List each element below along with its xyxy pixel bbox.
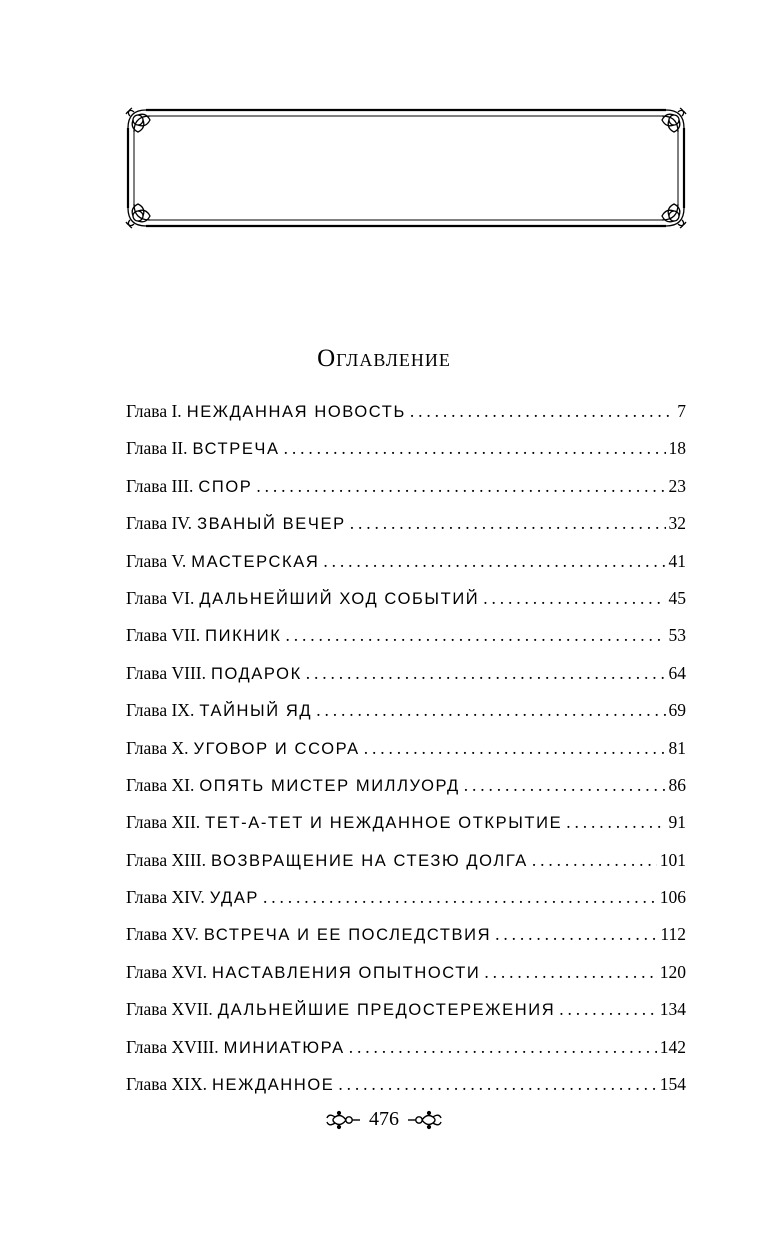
dot-leader	[410, 393, 674, 430]
chapter-title: УДАР	[209, 889, 260, 908]
page-number: 154	[659, 1074, 686, 1095]
ornamental-frame	[124, 106, 688, 230]
chapter-title: СПОР	[198, 477, 253, 496]
dot-leader	[559, 991, 657, 1028]
chapter-label: Глава XVIII.	[126, 1036, 219, 1057]
toc-entry[interactable]	[126, 879, 686, 916]
page-number: 32	[668, 513, 686, 534]
chapter-label: Глава XV.	[126, 924, 199, 945]
toc-entry[interactable]	[126, 505, 686, 542]
toc-entry[interactable]	[126, 991, 686, 1028]
chapter-label: Глава V.	[126, 550, 187, 571]
chapter-title: ОПЯТЬ МИСТЕР МИЛЛУОРД	[199, 776, 460, 795]
chapter-title: УГОВОР И ССОРА	[193, 739, 360, 758]
chapter-title: НЕЖДАННАЯ НОВОСТЬ	[186, 403, 406, 421]
dot-leader	[263, 879, 657, 916]
flourish-left-icon	[325, 1109, 361, 1131]
toc-entry[interactable]	[126, 1029, 686, 1066]
toc-entry[interactable]	[126, 655, 686, 692]
page-number-folio: 476	[369, 1108, 399, 1130]
dot-leader	[284, 430, 666, 467]
toc-entry[interactable]	[126, 543, 686, 580]
page-number: 23	[668, 475, 686, 496]
dot-leader	[364, 730, 666, 767]
toc-entry[interactable]	[126, 580, 686, 617]
page-number: 45	[668, 587, 686, 608]
page-number: 101	[659, 849, 686, 870]
toc-entry[interactable]	[126, 617, 686, 654]
toc-entry[interactable]	[126, 916, 686, 953]
chapter-label: Глава XII.	[126, 812, 201, 833]
page-number: 7	[677, 401, 686, 421]
page-number: 53	[668, 625, 686, 646]
chapter-title: ТЕТ-А-ТЕТ И НЕЖДАННОЕ ОТКРЫТИЕ	[205, 814, 563, 833]
chapter-title: НЕЖДАННОЕ	[211, 1076, 335, 1095]
chapter-label: Глава VIII.	[126, 662, 206, 683]
dot-leader	[483, 580, 665, 617]
page-number: 134	[659, 999, 686, 1020]
page-title: Оглавление	[317, 345, 451, 372]
chapter-title: МИНИАТЮРА	[223, 1038, 345, 1057]
toc-entry[interactable]	[126, 730, 686, 767]
page-number: 81	[668, 737, 686, 758]
page-number: 69	[668, 700, 686, 721]
folio	[0, 1108, 768, 1131]
toc-entry[interactable]	[126, 393, 686, 430]
page-number: 112	[660, 924, 686, 945]
chapter-title: МАСТЕРСКАЯ	[191, 552, 320, 571]
chapter-label: Глава I.	[126, 401, 182, 421]
dot-leader	[349, 1029, 657, 1066]
dot-leader	[495, 916, 657, 953]
ornamental-frame-icon	[124, 106, 688, 230]
chapter-title: НАСТАВЛЕНИЯ ОПЫТНОСТИ	[211, 963, 481, 982]
dot-leader	[316, 692, 665, 729]
dot-leader	[256, 468, 665, 505]
table-of-contents	[126, 393, 686, 1103]
toc-entry[interactable]	[126, 954, 686, 991]
flourish-right-icon	[407, 1109, 443, 1131]
toc-entry[interactable]	[126, 1066, 686, 1103]
chapter-title: ТАЙНЫЙ ЯД	[199, 702, 313, 721]
dot-leader	[306, 655, 666, 692]
dot-leader	[338, 1066, 656, 1103]
dot-leader	[323, 543, 665, 580]
page-number: 120	[659, 961, 686, 982]
chapter-title: ДАЛЬНЕЙШИЕ ПРЕДОСТЕРЕЖЕНИЯ	[217, 1001, 556, 1020]
chapter-title: ВСТРЕЧА И ЕЕ ПОСЛЕДСТВИЯ	[203, 926, 492, 945]
chapter-label: Глава II.	[126, 438, 188, 459]
chapter-title: ВОЗВРАЩЕНИЕ НА СТЕЗЮ ДОЛГА	[210, 851, 528, 870]
chapter-title: ВСТРЕЧА	[192, 440, 280, 459]
chapter-label: Глава XVII.	[126, 999, 213, 1020]
toc-entry[interactable]	[126, 842, 686, 879]
chapter-label: Глава XIII.	[126, 849, 206, 870]
dot-leader	[566, 804, 665, 841]
chapter-label: Глава VI.	[126, 587, 195, 608]
chapter-label: Глава XIV.	[126, 887, 205, 908]
page-number: 41	[668, 550, 686, 571]
chapter-label: Глава III.	[126, 475, 194, 496]
chapter-title: ДАЛЬНЕЙШИЙ ХОД СОБЫТИЙ	[199, 589, 480, 608]
dot-leader	[350, 505, 666, 542]
chapter-title: ПОДАРОК	[210, 664, 302, 683]
dot-leader	[532, 842, 657, 879]
chapter-label: Глава XIX.	[126, 1074, 207, 1095]
chapter-title: ЗВАНЫЙ ВЕЧЕР	[197, 515, 346, 534]
page-number: 142	[659, 1036, 686, 1057]
toc-entry[interactable]	[126, 767, 686, 804]
page-number: 106	[659, 887, 686, 908]
chapter-title: ПИКНИК	[205, 627, 282, 646]
page-number: 18	[668, 438, 686, 459]
toc-entry[interactable]	[126, 468, 686, 505]
dot-leader	[464, 767, 666, 804]
chapter-label: Глава IV.	[126, 513, 193, 534]
dot-leader	[484, 954, 656, 991]
dot-leader	[285, 617, 665, 654]
page-number: 64	[668, 662, 686, 683]
page-number: 86	[668, 774, 686, 795]
chapter-label: Глава XI.	[126, 774, 195, 795]
chapter-label: Глава X.	[126, 737, 189, 758]
chapter-label: Глава VII.	[126, 625, 201, 646]
page-number: 91	[668, 812, 686, 833]
toc-entry[interactable]	[126, 692, 686, 729]
toc-entry[interactable]	[126, 430, 686, 467]
chapter-label: Глава XVI.	[126, 961, 207, 982]
toc-entry[interactable]	[126, 804, 686, 841]
chapter-label: Глава IX.	[126, 700, 195, 721]
